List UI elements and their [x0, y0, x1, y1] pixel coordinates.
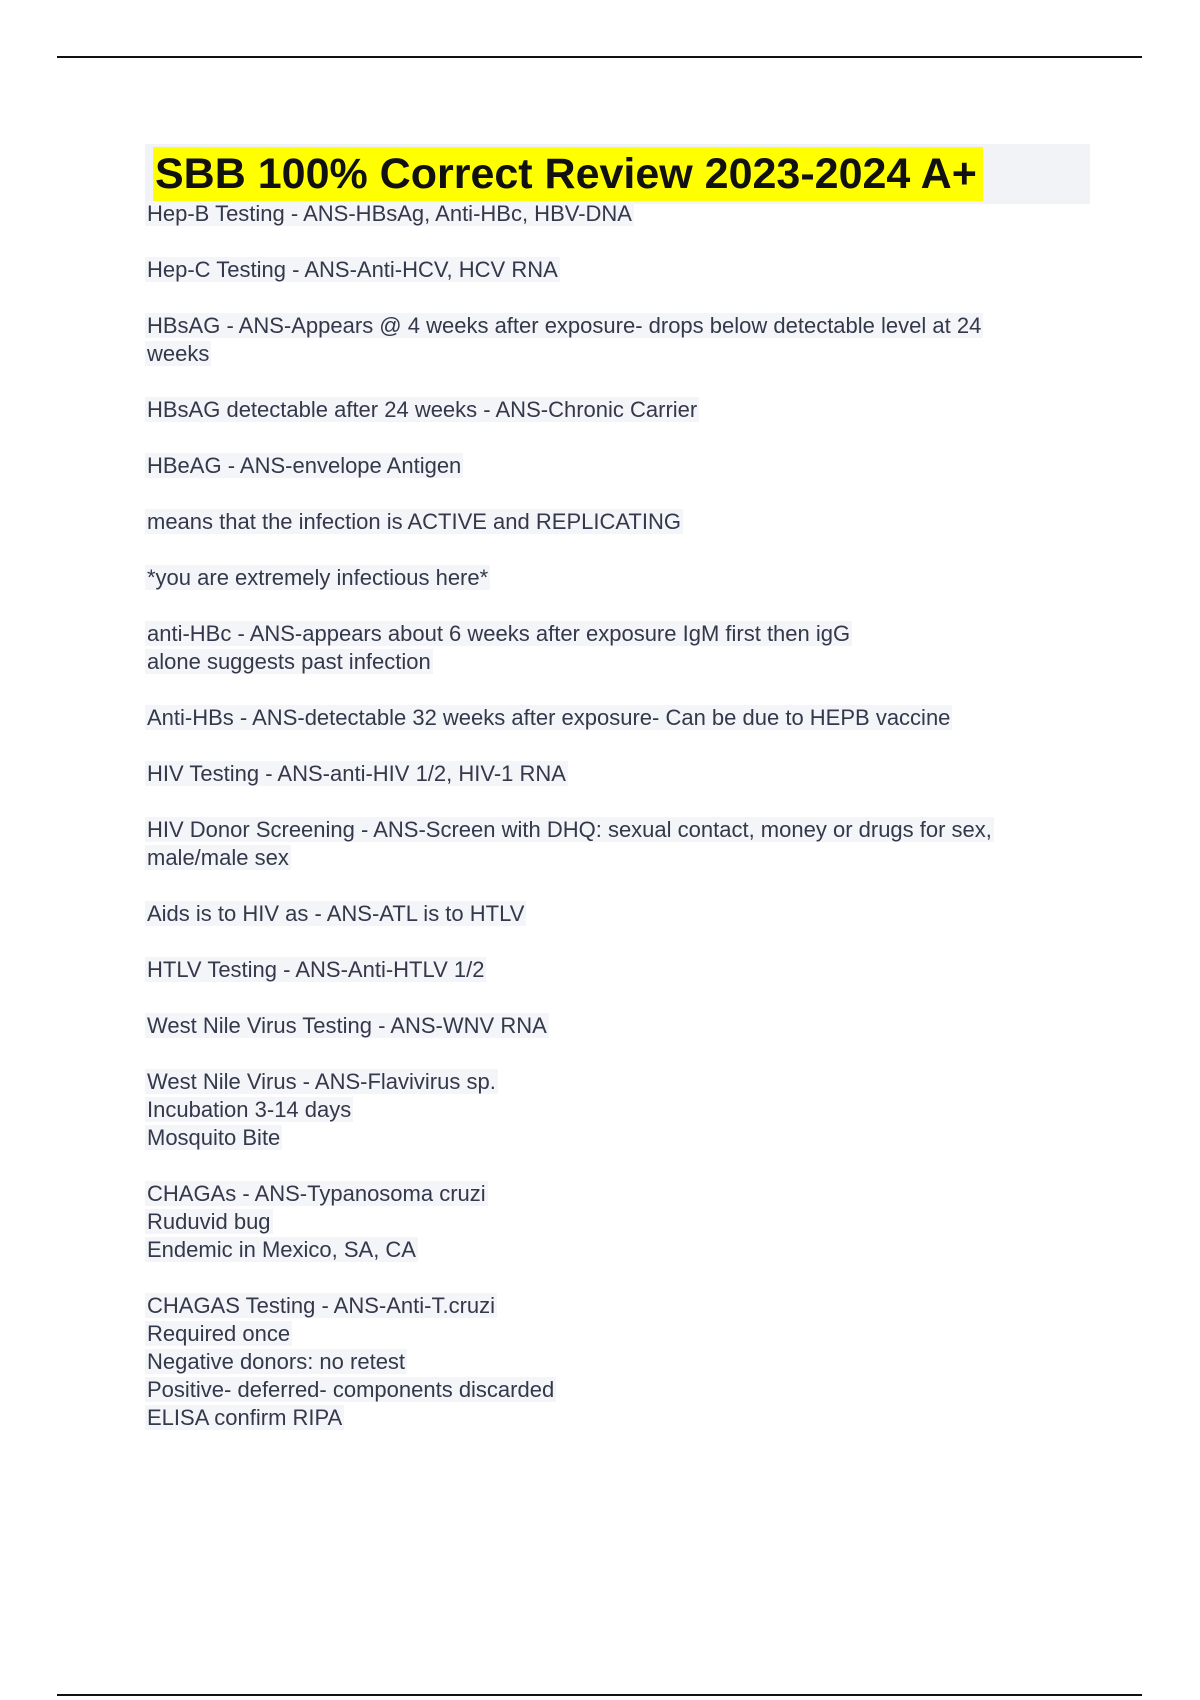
- qa-entry: [145, 564, 1085, 592]
- qa-entry: [145, 704, 1085, 732]
- entry-line: [145, 1292, 1085, 1320]
- qa-entries-list: [145, 200, 1085, 1460]
- entry-line: [145, 1096, 1085, 1124]
- entry-line: [145, 312, 1085, 340]
- entry-line: [145, 508, 1085, 536]
- entry-line-text: *you are extremely infectious here*: [147, 565, 489, 590]
- entry-line-text: Anti-HBs - ANS-detectable 32 weeks after exposure- Can be due to HEPB vaccine: [147, 705, 951, 730]
- entry-line: [145, 1376, 1085, 1404]
- qa-entry: [145, 312, 1085, 368]
- qa-entry: [145, 816, 1085, 872]
- entry-line: [145, 816, 1085, 844]
- entry-line: [145, 564, 1085, 592]
- entry-line-text: Aids is to HIV as - ANS-ATL is to HTLV: [147, 901, 525, 926]
- entry-line-text: CHAGAS Testing - ANS-Anti-T.cruzi: [147, 1293, 496, 1318]
- qa-entry: [145, 200, 1085, 228]
- entry-line-text: West Nile Virus Testing - ANS-WNV RNA: [147, 1013, 547, 1038]
- entry-line-text: West Nile Virus - ANS-Flavivirus sp.: [147, 1069, 496, 1094]
- entry-line: [145, 340, 1085, 368]
- entry-line-text: alone suggests past infection: [147, 649, 431, 674]
- qa-entry: [145, 1068, 1085, 1152]
- qa-entry: [145, 620, 1085, 676]
- entry-line-text: CHAGAs - ANS-Typanosoma cruzi: [147, 1181, 486, 1206]
- entry-line-text: HBsAG detectable after 24 weeks - ANS-Chronic Carrier: [147, 397, 698, 422]
- entry-line-text: Mosquito Bite: [147, 1125, 281, 1150]
- entry-line-text: Negative donors: no retest: [147, 1349, 406, 1374]
- entry-line: [145, 1236, 1085, 1264]
- entry-line: [145, 648, 1085, 676]
- qa-entry: [145, 1012, 1085, 1040]
- entry-line-text: HBeAG - ANS-envelope Antigen: [147, 453, 462, 478]
- qa-entry: [145, 452, 1085, 480]
- entry-line: [145, 956, 1085, 984]
- entry-line: [145, 1208, 1085, 1236]
- qa-entry: [145, 1292, 1085, 1432]
- entry-line: [145, 620, 1085, 648]
- entry-line-text: anti-HBc - ANS-appears about 6 weeks after exposure IgM first then igG: [147, 621, 851, 646]
- qa-entry: [145, 396, 1085, 424]
- entry-line: [145, 396, 1085, 424]
- entry-line-text: Ruduvid bug: [147, 1209, 271, 1234]
- entry-line: [145, 704, 1085, 732]
- entry-line-text: Positive- deferred- components discarded: [147, 1377, 555, 1402]
- entry-line-text: male/male sex: [147, 845, 289, 870]
- entry-line: [145, 200, 1085, 228]
- qa-entry: [145, 900, 1085, 928]
- qa-entry: [145, 760, 1085, 788]
- entry-line-text: HIV Testing - ANS-anti-HIV 1/2, HIV-1 RNA: [147, 761, 566, 786]
- entry-line: [145, 1068, 1085, 1096]
- qa-entry: [145, 1180, 1085, 1264]
- entry-line-text: HTLV Testing - ANS-Anti-HTLV 1/2: [147, 957, 485, 982]
- qa-entry: [145, 256, 1085, 284]
- entry-line: [145, 1012, 1085, 1040]
- entry-line: [145, 760, 1085, 788]
- qa-entry: [145, 508, 1085, 536]
- entry-line-text: means that the infection is ACTIVE and REPLICATING: [147, 509, 681, 534]
- entry-line-text: ELISA confirm RIPA: [147, 1405, 343, 1430]
- entry-line-text: Incubation 3-14 days: [147, 1097, 352, 1122]
- entry-line: [145, 452, 1085, 480]
- entry-line-text: HBsAG - ANS-Appears @ 4 weeks after exposure- drops below detectable level at 24: [147, 313, 982, 338]
- entry-line: [145, 1180, 1085, 1208]
- entry-line-text: HIV Donor Screening - ANS-Screen with DHQ: sexual contact, money or drugs for sex,: [147, 817, 992, 842]
- entry-line: [145, 256, 1085, 284]
- header-rule: [57, 56, 1142, 58]
- entry-line: [145, 1320, 1085, 1348]
- entry-line-text: Required once: [147, 1321, 291, 1346]
- entry-line-text: Hep-C Testing - ANS-Anti-HCV, HCV RNA: [147, 257, 558, 282]
- footer-rule: [57, 1694, 1142, 1696]
- entry-line-text: Hep-B Testing - ANS-HBsAg, Anti-HBc, HBV-DNA: [147, 201, 632, 226]
- entry-line: [145, 1348, 1085, 1376]
- qa-entry: [145, 956, 1085, 984]
- entry-line-text: Endemic in Mexico, SA, CA: [147, 1237, 416, 1262]
- entry-line: [145, 1124, 1085, 1152]
- entry-line-text: weeks: [147, 341, 210, 366]
- entry-line: [145, 1404, 1085, 1432]
- entry-line: [145, 900, 1085, 928]
- entry-line: [145, 844, 1085, 872]
- document-title: SBB 100% Correct Review 2023-2024 A+: [153, 147, 983, 201]
